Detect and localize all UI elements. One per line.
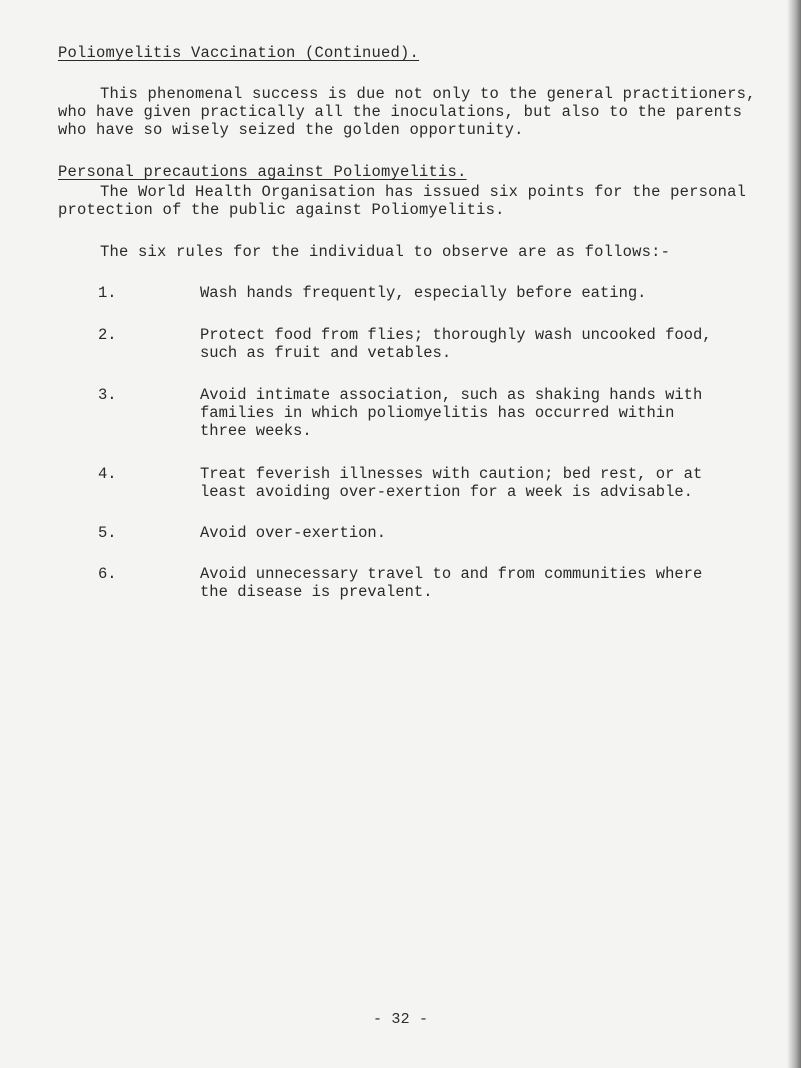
rule-text: such as fruit and vetables. [200, 344, 452, 362]
rules-intro: The six rules for the individual to observe are as follows:- [100, 243, 671, 261]
paragraph-line: who have so wisely seized the golden opportunity. [58, 121, 524, 139]
rule-number: 2. [98, 326, 117, 344]
rule-text: Avoid intimate association, such as shaking hands with [200, 386, 703, 404]
scan-edge-shadow [787, 0, 801, 1068]
rule-text: three weeks. [200, 422, 312, 440]
rule-text: Treat feverish illnesses with caution; bed rest, or at [200, 465, 703, 483]
rule-text: least avoiding over-exertion for a week is advisable. [200, 483, 693, 501]
rule-number: 3. [98, 386, 117, 404]
page-title: Poliomyelitis Vaccination (Continued). [58, 44, 420, 62]
rule-text: Avoid unnecessary travel to and from communities where [200, 565, 703, 583]
paragraph-line: The World Health Organisation has issued six points for the personal [100, 183, 747, 201]
rule-text: Avoid over-exertion. [200, 524, 387, 542]
rule-text: the disease is prevalent. [200, 583, 433, 601]
rule-text: families in which poliomyelitis has occurred within [200, 404, 675, 422]
rule-text: Protect food from flies; thoroughly wash uncooked food, [200, 326, 712, 344]
paragraph-line: This phenomenal success is due not only to the general practitioners, [100, 85, 756, 103]
paragraph-line: who have given practically all the inoculations, but also to the parents [58, 103, 743, 121]
rule-number: 4. [98, 465, 117, 483]
section-heading: Personal precautions against Poliomyelitis. [58, 163, 467, 181]
page-number: - 32 - [373, 1011, 429, 1028]
rule-number: 5. [98, 524, 117, 542]
rule-text: Wash hands frequently, especially before eating. [200, 284, 647, 302]
paragraph-line: protection of the public against Poliomyelitis. [58, 201, 505, 219]
rule-number: 6. [98, 565, 117, 583]
rule-number: 1. [98, 284, 117, 302]
